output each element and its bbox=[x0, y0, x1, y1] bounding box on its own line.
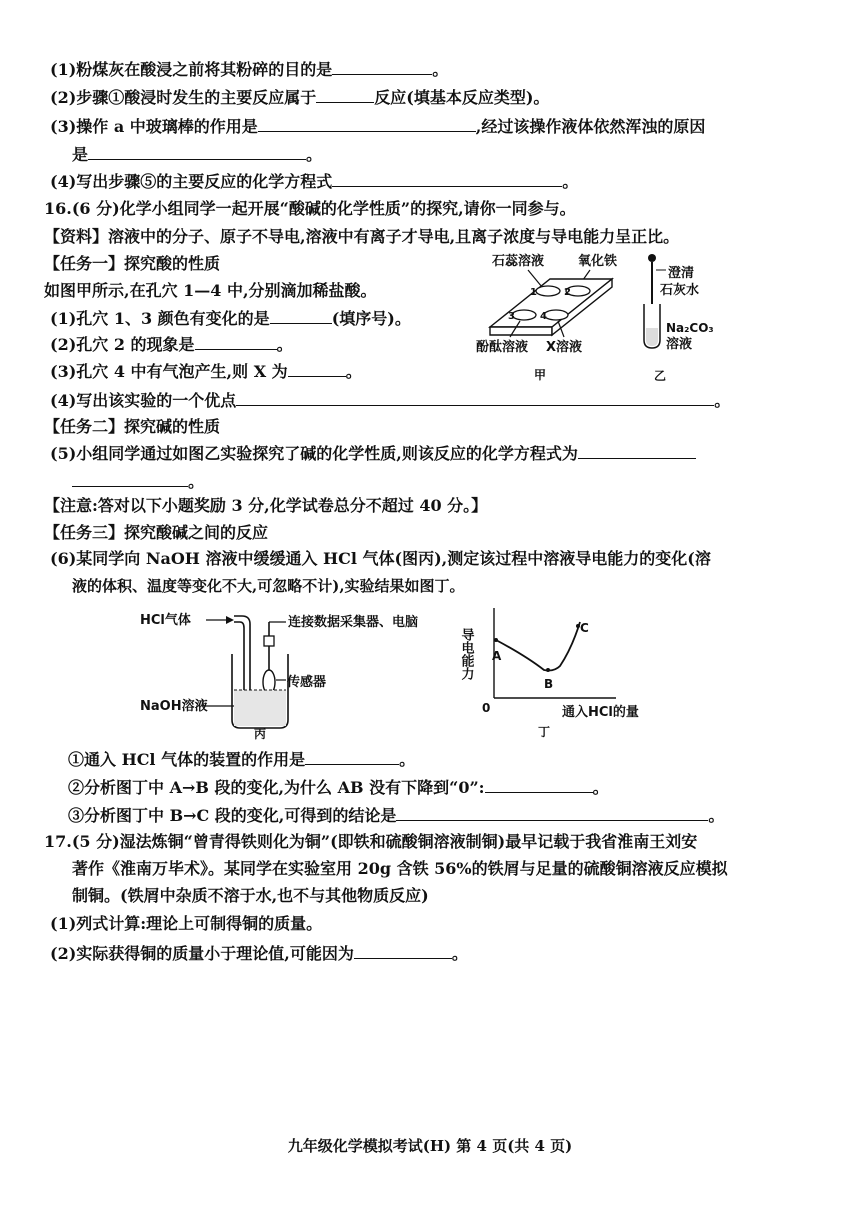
answer-blank[interactable] bbox=[332, 170, 562, 187]
sub-question-5-text: (5)小组同学通过如图乙实验探究了碱的化学性质,则该反应的化学方程式为 bbox=[50, 444, 578, 463]
label-connect-data: 连接数据采集器、电脑 bbox=[288, 615, 419, 630]
gas-tube-inner bbox=[234, 622, 244, 700]
sub-question-4-line bbox=[50, 389, 730, 412]
naoh-liquid bbox=[234, 690, 286, 726]
answer-blank[interactable] bbox=[258, 115, 476, 132]
gas-tube bbox=[234, 616, 250, 700]
y-axis-label: 导电能力 bbox=[458, 628, 474, 680]
sub-question-1-text: (1)孔穴 1、3 颜色有变化的是 bbox=[50, 309, 270, 328]
answer-blank[interactable] bbox=[316, 86, 374, 103]
sub-question-5-cont bbox=[72, 470, 204, 493]
period: 。 bbox=[714, 391, 731, 410]
answer-blank[interactable] bbox=[72, 470, 188, 487]
r-question-2-text: (2)实际获得铜的质量小于理论值,可能因为 bbox=[50, 944, 354, 963]
point-c-label: C bbox=[580, 621, 589, 635]
answer-blank[interactable] bbox=[236, 389, 714, 406]
figure-yi bbox=[632, 248, 722, 388]
label-limewater-1: 澄清 bbox=[668, 266, 695, 281]
question-4-text: (4)写出步骤⑤的主要反应的化学方程式 bbox=[50, 172, 333, 191]
well-4-number: 4 bbox=[540, 311, 547, 322]
label-sensor: 传感器 bbox=[287, 675, 327, 690]
point-b-marker bbox=[546, 668, 550, 672]
answer-blank[interactable] bbox=[195, 333, 277, 350]
figure-jia-caption: 甲 bbox=[534, 368, 547, 382]
sub-question-6-cont: 液的体积、温度等变化不大,可忽略不计),实验结果如图丁。 bbox=[72, 577, 465, 595]
question-3-text: (3)操作 a 中玻璃棒的作用是 bbox=[50, 117, 258, 136]
well-3 bbox=[512, 310, 536, 320]
label-solution: 溶液 bbox=[666, 337, 693, 352]
answer-blank[interactable] bbox=[332, 58, 432, 75]
question-1-line bbox=[50, 58, 448, 81]
label-litmus: 石蕊溶液 bbox=[492, 254, 545, 269]
well-4 bbox=[544, 310, 568, 320]
question-3-cont-text: 是 bbox=[72, 145, 89, 164]
arrow-head bbox=[226, 616, 234, 624]
question-17-line-2: 著作《淮南万毕术》。某同学在实验室用 20g 含铁 56%的铁屑与足量的硫酸铜溶液反应模拟 bbox=[72, 859, 728, 878]
label-na2co3: Na₂CO₃ bbox=[666, 321, 714, 335]
sub-question-2-text: (2)孔穴 2 的现象是 bbox=[50, 335, 195, 354]
answer-blank[interactable] bbox=[288, 360, 346, 377]
cq-2-line bbox=[68, 776, 609, 799]
question-2-suffix: 反应(填基本反应类型)。 bbox=[374, 88, 550, 107]
period: 。 bbox=[451, 944, 468, 963]
answer-blank[interactable] bbox=[270, 307, 332, 324]
sub-question-2-line bbox=[50, 333, 293, 356]
task-1-heading: 【任务一】探究酸的性质 bbox=[44, 254, 221, 273]
task-2-heading: 【任务二】探究碱的性质 bbox=[44, 417, 221, 436]
well-1 bbox=[536, 286, 560, 296]
answer-blank[interactable] bbox=[485, 776, 593, 793]
label-phenolphthalein: 酚酞溶液 bbox=[476, 340, 529, 355]
task-1-description: 如图甲所示,在孔穴 1—4 中,分别滴加稀盐酸。 bbox=[44, 281, 377, 300]
figure-ding bbox=[458, 604, 666, 750]
period: 。 bbox=[592, 778, 609, 797]
sensor-plug bbox=[264, 636, 274, 646]
pointer-line bbox=[528, 270, 542, 287]
period: 。 bbox=[432, 60, 449, 79]
period: 。 bbox=[306, 145, 323, 164]
question-3-line bbox=[50, 115, 705, 138]
well-3-number: 3 bbox=[508, 311, 515, 322]
question-2-text: (2)步骤①酸浸时发生的主要反应属于 bbox=[50, 88, 317, 107]
label-iron-oxide: 氧化铁 bbox=[578, 254, 618, 269]
question-17-line-1: 17.(5 分)湿法炼铜“曾青得铁则化为铜”(即铁和硫酸铜溶液制铜)最早记载于我省淮南王刘安 bbox=[44, 832, 698, 851]
question-17-line-3: 制铜。(铁屑中杂质不溶于水,也不与其他物质反应) bbox=[72, 886, 429, 905]
answer-blank[interactable] bbox=[354, 942, 452, 959]
figure-bing-caption: 丙 bbox=[254, 727, 267, 741]
sub-question-4-text: (4)写出该实验的一个优点 bbox=[50, 391, 237, 410]
label-limewater-2: 石灰水 bbox=[660, 283, 700, 298]
sub-question-6-line: (6)某同学向 NaOH 溶液中缓缓通入 HCl 气体(图丙),测定该过程中溶液导电能力的变化(溶 bbox=[50, 549, 711, 568]
question-4-line bbox=[50, 170, 578, 193]
x-axis-label: 通入HCl的量 bbox=[562, 705, 639, 720]
sub-question-3-line bbox=[50, 360, 362, 383]
answer-blank[interactable] bbox=[305, 748, 399, 765]
period: 。 bbox=[276, 335, 293, 354]
well-2-number: 2 bbox=[564, 287, 571, 298]
period: 。 bbox=[345, 362, 362, 381]
r-question-2-line bbox=[50, 942, 468, 965]
cq-1-text: ①通入 HCl 气体的装置的作用是 bbox=[68, 750, 306, 769]
figure-ding-caption: 丁 bbox=[538, 725, 551, 739]
tube-liquid bbox=[646, 328, 658, 346]
period: 。 bbox=[562, 172, 579, 191]
period: 。 bbox=[708, 806, 725, 825]
figure-yi-caption: 乙 bbox=[654, 369, 667, 383]
conductivity-curve bbox=[496, 622, 580, 671]
question-2-line bbox=[50, 86, 549, 109]
r-question-1: (1)列式计算:理论上可制得铜的质量。 bbox=[50, 914, 323, 933]
question-3-suffix: ,经过该操作液体依然浑浊的原因 bbox=[475, 117, 706, 136]
figure-bing bbox=[130, 602, 450, 742]
period: 。 bbox=[188, 472, 205, 491]
page-footer: 九年级化学模拟考试(H) 第 4 页(共 4 页) bbox=[287, 1137, 573, 1155]
cq-3-text: ③分析图丁中 B→C 段的变化,可得到的结论是 bbox=[68, 806, 397, 825]
point-a-label: A bbox=[492, 649, 502, 663]
question-3-cont-line bbox=[72, 143, 322, 166]
sub-question-5-line bbox=[50, 442, 696, 465]
answer-blank[interactable] bbox=[88, 143, 306, 160]
bonus-note: 【注意:答对以下小题奖励 3 分,化学试卷总分不超过 40 分。】 bbox=[44, 496, 488, 515]
well-plate-front bbox=[490, 327, 552, 335]
point-a-marker bbox=[494, 638, 498, 642]
task-3-heading: 【任务三】探究酸碱之间的反应 bbox=[44, 523, 269, 542]
sub-question-3-text: (3)孔穴 4 中有气泡产生,则 X 为 bbox=[50, 362, 288, 381]
sub-question-1-line bbox=[50, 307, 411, 330]
origin-label: 0 bbox=[482, 701, 491, 715]
label-x-solution: X溶液 bbox=[546, 340, 583, 355]
label-naoh-solution: NaOH溶液 bbox=[140, 699, 208, 714]
period: 。 bbox=[399, 750, 416, 769]
sub-question-1-suffix: (填序号)。 bbox=[331, 309, 411, 328]
figure-jia bbox=[476, 245, 640, 387]
answer-blank[interactable] bbox=[578, 442, 696, 459]
answer-blank[interactable] bbox=[396, 804, 708, 821]
cq-3-line bbox=[68, 804, 724, 827]
question-16-title: 16.(6 分)化学小组同学一起开展“酸碱的化学性质”的探究,请你一同参与。 bbox=[44, 199, 576, 218]
info-paragraph: 【资料】溶液中的分子、原子不导电,溶液中有离子才导电,且离子浓度与导电能力呈正比。 bbox=[44, 227, 680, 246]
question-1-text: (1)粉煤灰在酸浸之前将其粉碎的目的是 bbox=[50, 60, 333, 79]
cq-1-line bbox=[68, 748, 415, 771]
cq-2-text: ②分析图丁中 A→B 段的变化,为什么 AB 没有下降到“0”: bbox=[68, 778, 485, 797]
well-1-number: 1 bbox=[530, 287, 537, 298]
point-b-label: B bbox=[544, 677, 554, 691]
dropper-bulb bbox=[648, 254, 656, 262]
label-hcl-gas: HCl气体 bbox=[140, 613, 191, 628]
